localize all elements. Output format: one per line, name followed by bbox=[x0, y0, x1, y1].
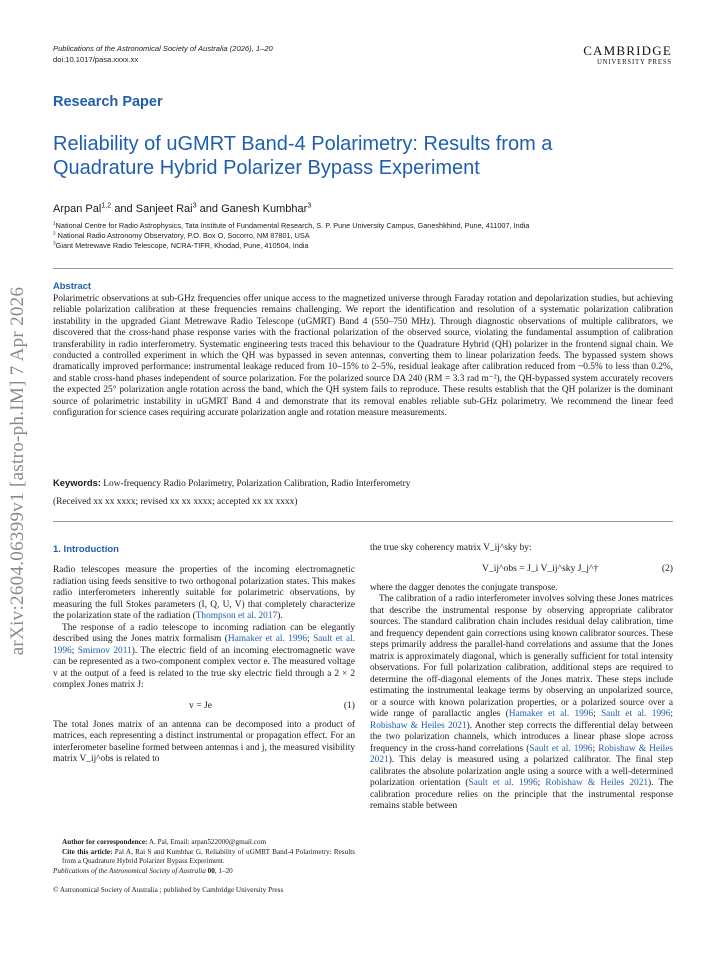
journal-line: Publications of the Astronomical Society of Australia (2026), 1–20 bbox=[53, 44, 273, 53]
author-sup: 1,2 bbox=[101, 201, 112, 210]
cambridge-logo bbox=[512, 43, 672, 66]
author-sup: 3 bbox=[192, 201, 197, 210]
keywords-text: Low-frequency Radio Polarimetry, Polarization Calibration, Radio Interferometry bbox=[103, 479, 411, 489]
logo-line-2: UNIVERSITY PRESS bbox=[596, 59, 672, 66]
section-heading: 1. Introduction bbox=[53, 544, 119, 555]
affiliations bbox=[53, 221, 678, 251]
keywords bbox=[53, 477, 410, 489]
divider bbox=[53, 268, 673, 269]
paragraph: The total Jones matrix of an antenna can be decomposed into a product of matrices, each representing a distinct instrumental or propagation effect. For an interferometer baseline formed between antennas i and j, the measured visibility matrix V_ij^obs is related to bbox=[53, 719, 355, 764]
author-list bbox=[53, 203, 311, 215]
affiliation: $^2$ National Radio Astronomy Observatory, P.O. Box O, Socorro, NM 87801, USA bbox=[53, 231, 310, 240]
copyright: © Astronomical Society of Australia ; published by Cambridge University Press bbox=[53, 886, 284, 894]
citation-link[interactable]: Robishaw & Heiles 2021 bbox=[545, 778, 649, 788]
abstract-heading: Abstract bbox=[53, 280, 92, 291]
citation-link[interactable]: Hamaker et al. 1996 bbox=[508, 709, 594, 719]
journal-header bbox=[53, 43, 273, 65]
citation-link[interactable]: Sault et al. 1996 bbox=[600, 709, 671, 719]
paper-title: Reliability of uGMRT Band-4 Polarimetry: Results from a Quadrature Hybrid Polarizer Bypass Experiment bbox=[53, 133, 553, 179]
citation-link[interactable]: Robishaw & Heiles 2021 bbox=[370, 720, 467, 731]
paragraph: The calibration of a radio interferometer involves solving these Jones matrices that describe the instrumental response by observing appropriate calibrator sources. The standard calibration chain includes residual delay calibration, time and frequency dependent gain corrections using known calibrator sources. These steps primarily address the parallel-hand correlations and assume that the Jones matrix is approximately diagonal, which is generally sufficient for total intensity observations. For full polarization calibration, additional steps are required to determine the off-diagonal elements of the Jones matrix. These steps include estimating the instrumental leakage terms by observing an unpolarized source, or a source with known polarization properties, or a polarized source over a wide range of parallactic angles (Hamaker et al. 1996; Sault et al. 1996; Robishaw & Heiles 2021). Another step corrects the differential delay between the two polarization channels, which introduces a linear phase slope across frequency in the cross-hand correlations (Sault et al. 1996; Robishaw & Heiles 2021). This delay is measured using a polarized calibrator. The final step calibrates the absolute polarization angle using a source with a well-determined polarization orientation (Sault et al. 1996; Robishaw & Heiles 2021). The calibration procedure relies on the principle that the instrumental response remains stable between bbox=[370, 594, 673, 811]
left-column bbox=[53, 565, 355, 766]
arxiv-stamp: arXiv:2604.06399v1 [astro-ph.IM] 7 Apr 2026 bbox=[7, 286, 28, 656]
footnote: Author for correspondence: A. Pal, Email: arpan522000@gmail.com Cite this article: Pal A, Rai S and Kumbhar G, Reliability of uGMRT Band-4 Polarimetry: Results from a Quadrature Hybrid Polarizer Bypass Experiment. Publications of the Astronomical Society of Australia 00, 1–20 © Astronomical Society of Australia ; published by Cambridge University Press bbox=[53, 838, 355, 894]
divider bbox=[53, 521, 673, 522]
equation-2: V_ij^obs = J_i V_ij^sky J_j^† (2) bbox=[482, 562, 673, 574]
author-name: Ganesh Kumbhar bbox=[221, 203, 308, 215]
author-sup: 3 bbox=[307, 201, 312, 210]
abstract-body: Polarimetric observations at sub-GHz frequencies offer unique access to the magnetized universe through Faraday rotation and depolarization studies, but achieving reliable polarization calibration at these frequencies remains challenging. We report the identification and resolution of a systematic polarization calibration instability in the upgraded Giant Metrewave Radio Telescope (uGMRT) Band 4 (550–750 MHz). Through diagnostic observations of multiple calibrators, we discovered that the cross-hand phase response varies with the fractional polarization of the observed source, violating the fundamental assumption of calibration transferability in radio interferometry. Systematic engineering tests traced this behaviour to the Quadrature Hybrid (QH) polarizer in the frontend signal chain. We conducted a controlled experiment in which the QH was bypassed in seven antennas, converting them to linear polarization feeds. The bypassed system shows dramatically improved performance: instrumental leakage reduced from 10–15% to 2–5%, residual leakage after calibration reduced from ~0.5% to less than 0.2%, and stable cross-hand phases independent of source polarization. For the polarized source DA 240 (RM = 3.3 rad m⁻²), the QH-bypassed system accurately recovers the expected 25° polarization angle rotation across the band, which the QH system fails to reproduce. These results establish that the QH polarizer is the dominant source of polarimetric instability in uGMRT Band 4 and demonstrate that its removal enables reliable sub-GHz polarimetry. We recommend the linear feed configuration for science cases requiring accurate polarization angle and rotation measure measurements. bbox=[53, 294, 673, 419]
paragraph: where the dagger denotes the conjugate transpose. bbox=[370, 582, 558, 593]
citation-link[interactable]: Sault et al. 1996 bbox=[53, 634, 356, 656]
citation-link[interactable]: Robishaw & Heiles 2021 bbox=[370, 743, 673, 765]
paper-type: Research Paper bbox=[53, 94, 163, 110]
equation-1: v = Je (1) bbox=[189, 699, 355, 711]
citation-link[interactable]: Sault et al. 1996 bbox=[529, 743, 593, 754]
paragraph: the true sky coherency matrix V_ij^sky by: bbox=[370, 543, 532, 553]
citation-link[interactable]: Sault et al. 1996 bbox=[468, 778, 538, 788]
citation-link[interactable]: Smirnov 2011 bbox=[77, 645, 132, 656]
affiliation: $^1$National Centre for Radio Astrophysics, Tata Institute of Fundamental Research, S. P. Pune University Campus, Ganeshkhind, Pune, 411007, India bbox=[53, 221, 530, 230]
paragraph: Radio telescopes measure the properties of the incoming electromagnetic radiation using feeds sensitive to two orthogonal polarization states. This makes radio interferometers inherently suitable for polarimetric observations, by measuring the full Stokes parameters (I, Q, U, V) that completely characterize the polarization state of the radiation (Thompson et al. 2017). bbox=[53, 565, 355, 621]
affiliation: $^3$Giant Metrewave Radio Telescope, NCRA-TIFR, Khodad, Pune, 410504, India bbox=[53, 241, 309, 250]
author-name: Arpan Pal bbox=[53, 203, 102, 215]
citation-link[interactable]: Hamaker et al. 1996 bbox=[227, 634, 307, 644]
logo-line-1: CAMBRIDGE bbox=[583, 43, 672, 58]
doi-line: doi:10.1017/pasa.xxxx.xx bbox=[53, 55, 139, 64]
author-name: Sanjeet Rai bbox=[135, 203, 193, 215]
received-dates: (Received xx xx xxxx; revised xx xx xxxx; accepted xx xx xxxx) bbox=[53, 497, 298, 507]
author-sep: and bbox=[114, 203, 133, 215]
citation-link[interactable]: Thompson et al. 2017 bbox=[195, 611, 278, 621]
paragraph: The response of a radio telescope to incoming radiation can be elegantly described using the Jones matrix formalism (Hamaker et al. 1996; Sault et al. 1996; Smirnov 2011). The electric field of an incoming electromagnetic wave can be represented as a two-component complex vector e. The measured voltage v at the output of a feed is related to the true sky electric field through a 2 × 2 complex Jones matrix J: bbox=[53, 622, 356, 690]
right-column bbox=[370, 543, 673, 813]
author-sep: and bbox=[199, 203, 219, 215]
keywords-label: Keywords: bbox=[53, 477, 101, 488]
